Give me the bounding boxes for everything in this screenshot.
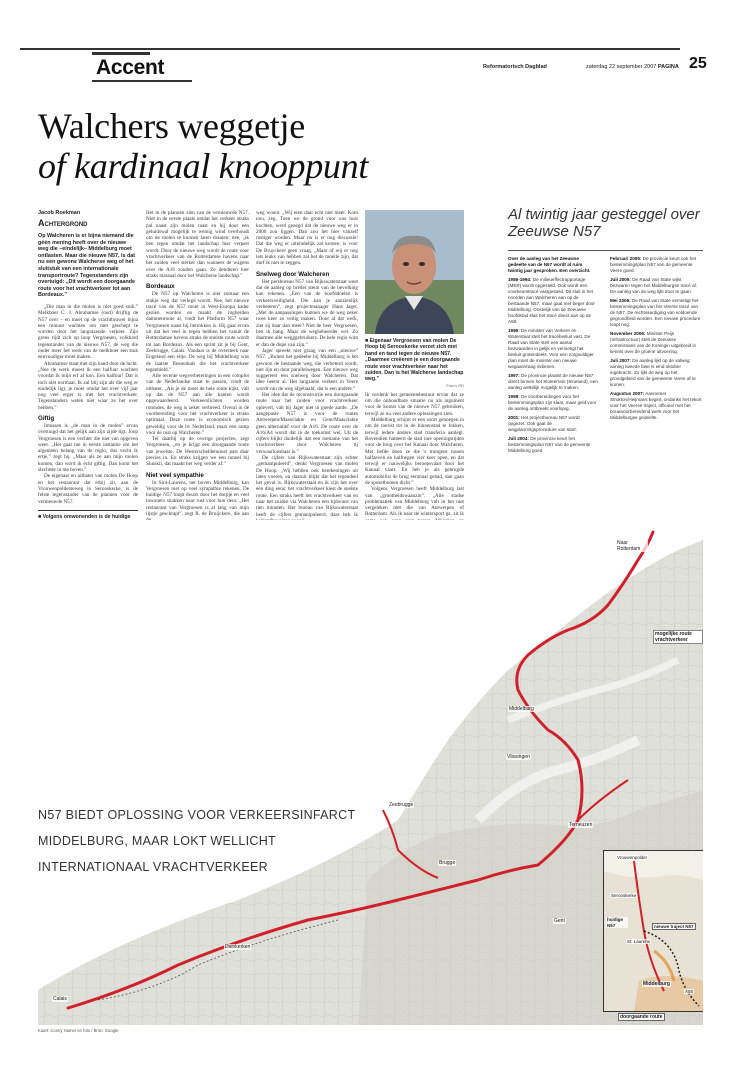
label-middelburg: Middelburg	[509, 706, 534, 712]
paragraph: Middelburg schijnt er een soort genoegen in om de toerist tot in de binnenstad te lokken, terwijl iedere andere stad transferia aanlegt. Bovendien hanteert de stad rare openingstijden voor de brug over het Kanaal door Walcheren. Met liefde doen ze die 's morgens tussen halfzeven en halfnegen vier keer open, en dat terwijl er nauwelijks beroepsvaart door het Kanaal vaart. En heb je als gebrugde automobilist de brug eenmaal gehad, dan gaan de sposetbomen dicht.”	[365, 417, 464, 486]
article-col4	[365, 392, 464, 531]
timeline-item: Augustus 2007: Aannemer Strukton/Heijmans begint, ondanks het tekort voor het Veerse traject, officieel met het bouwvoorbereidend werk voor het Middelburgse gedeelte.	[610, 391, 702, 420]
quote-box: ■ Volgens omwonenden is de huidige	[38, 510, 138, 559]
timeline-item: Juli 2004: De provincie keurt het bestemmingsplan N57 van de gemeente Middelburg goed.	[508, 436, 591, 453]
label-brugge: Brugge	[439, 860, 456, 866]
subhead-snelweg: Snelweg door Walcheren	[256, 270, 330, 278]
inset-map	[603, 850, 703, 1012]
timeline-item: Mei 2006: De Raad van State vernietigt het bestemmingsplan van het Veerse tracé van de N57. De rechtvaardiging van voldoende gegrondheid worden. Een nieuwe procedure loopt nog.	[610, 298, 701, 327]
timeline-item: Juli 2005: De Raad van State wijst bezwaren tegen het Middelburgse tracé af. De aanleg van de weg lijkt door te gaan.	[610, 277, 698, 294]
article-col1	[38, 304, 138, 411]
timeline-left-col	[508, 256, 598, 457]
article-col2b	[146, 291, 249, 467]
paragraph: De cijfers van Rijkswaterstaat zijn echter „gemanipuleerd”, denkt Vergroesen van molen De Hoop. „Wij hebben ook berekeningen uit laten voeren, en daaruit blijkt dat het tegendeel het geval is. Rijkswaterstaat en ik zijn het over één ding eens: het vrachtverkeer kiest de snelste route. Een straks heeft het vrachtverkeer van en naar het zuiden via Walcheren een tijdwinst van tien minuten. Het bureau van Rijkswaterstaat heeft de cijfers gemanipuleerd, daar heb ik	[256, 454, 358, 518]
issue-date	[586, 64, 679, 70]
timeline-intro: Over de aanleg van het Zeeuwse gedeelte van de N57 wordt al ruim twintig jaar gesproken. Een overzicht.	[508, 256, 591, 273]
label-vlissingen: Vlissingen	[507, 754, 530, 760]
page-number: 25	[689, 55, 707, 72]
paragraph: Het in de plannen zien van de vernieuwde N57. Niet in de eerste plaats omdat het verkeer straks pal naast zijn molen raast en hij door een geluidswal mogelijk te weinig wind overhoudt om de molen te kunnen laten draaien; nee, „ik ben tegen omdat het landschap hier verpest wordt. Door de nieuwe weg wordt de route voor vrachtverkeer van de Rotterdamse havens naar het zuiden veel sterker dan wanneer de wagens over de A16 zouden gaan. Ze denderen hier straks massaal door het Walcherse landschap.”	[146, 210, 249, 279]
article-col2c	[146, 480, 249, 524]
map-title-line1: N57 BIEDT OPLOSSING VOOR VERKEERSINFARCT	[38, 808, 356, 822]
paragraph: De N57 op Walcheren is niet zomaar een stukje weg dat verlegd wordt. Nee, het nieuwe tracé van de N57 moet in West-Europa kader gezien worden en maakt de rogherden dammenroute al, vindt het Platform N57 waar Vergroesen naast hij betrokken is. Hij gaat ervan uit dat het veel in tegen hebben het vanuit de Rotterdamse havens straks de snelste route wordt tot aan Bordeaux. Als een sprint zit je bij Gent, Zeebrugge, Calais. Vandaar is de oversteek naar Engeland een eitje. De weg bij Middelburg was de laatste flessenhals die het vrachtverkeer tegenhield.”	[146, 291, 249, 373]
map-title-line3: INTERNATIONAAL VRACHTVERKEER	[38, 860, 268, 874]
route-map	[38, 520, 703, 1025]
timeline-item: November 2006: Minister Peijs (Infrastructuur) stelt de Zeeuwse commissaris van de Koningin uitgebreid in kennis over de groene uitvoering.	[610, 331, 697, 354]
column-2	[146, 210, 249, 532]
paragraph: In Sint-Laurens, net boven Middelburg, kan Vergroesen niet op veel sympathie rekenen. De huidige N57 loopt dwars door het dorpje en veel inwoners snakken naar rust voor hun deur. „Het restaurant van Vergroesen is al lang van mijn lijstje geschrapt”, zegt R. de Bruijckere, die aan	[146, 479, 249, 518]
paragraph: Tel daarbij op de overige projecten, zegt Vergroesen, „en je krijgt een doorgaande route van jewelste. De Westerscheldetunnel past daar precies in. En straks krijgen we een tunnel bij Sluiskil, dat maakt het weg verder af.”	[146, 436, 249, 468]
timeline-box	[508, 206, 703, 453]
headline-line2: of kardinaal knooppunt	[38, 146, 369, 186]
subhead-bordeaux: Bordeaux	[146, 283, 175, 291]
label-duinkerken: Duinkerken	[225, 944, 251, 950]
inset-label-middelburg: Middelburg	[643, 981, 670, 987]
photo-credit: Foto's RD	[446, 382, 464, 388]
inset-map-image	[604, 851, 703, 1011]
inset-label-st-laurens: St. Laurens	[627, 939, 651, 944]
paragraph: Abrahamse staat met zijn hand door de lucht. „Nee de werk moest ik een halfuur wachten voordat ik mijn erf af kon. Een halfuur! Dat is toch niet normaal. Ik zal blij zijn als die weg er eindelijk ligt, je moet omdat het over vijf jaar nog veel erger is met het vrachtverkeer. Tegenstanders weten niet waar ze het over hebben.”	[38, 360, 138, 411]
paragraph: Volgens Vergroesen heeft Middelburg last van „grootheidswaanzin”. „Alle stadse problematiek van Middelburg valt in het niet vergeleken met die van Antwerpen of Rotterdam. Als ik naar de wintersport ga, zit ik	[365, 486, 464, 518]
label-rotterdam: Naar Rotterdam	[616, 540, 648, 552]
subhead-giftig: Giftig	[38, 414, 55, 422]
label-zeebrugge: Zeebrugge	[389, 802, 414, 808]
timeline-item: 1998: De voorbereidingen voor het bestemmingsplan zijn klaar, maar geld voor de aanleg ontbreekt voorlopig.	[508, 394, 597, 411]
inset-label-nieuwe: nieuwe traject N57	[654, 924, 694, 929]
paragraph: weg woont. „Wij eten daar echt niet meer. Kom nou, zeg. Toen we de grond voor ons huis kochten, werd gezegd dat de nieuwe weg er in 2000 zou liggen. Dan zou het hier vanzelf rustiger worden. Maar nu is er nog discussie! Dat die weg er uiteindelijk zal komen, is voor De Bruyckere geen vraag. „Maar of wij er nog iets leuks van hebben zal het de moeite zijn, dat durf ik niet te zeggen.	[256, 210, 358, 267]
label-terneuzen: Terneuzen	[569, 822, 593, 828]
article-col3	[256, 210, 358, 267]
paper-name: Reformatorisch Dagblad	[483, 64, 547, 70]
photo-portrait-image	[365, 210, 464, 334]
paragraph: „Die man in die molen is niet goed snik.” Melkboer C. J. Abrahamse (oud) drijftig de N57 over – en moet op de vrachtbruwel bijna een minuut wachten om met geschept te worden door het langrazende verkeer. Zijn grens rijdt zich op loop Vergroesen, volkhard tegenstander van de nieuwe N57, de weg die onder meer het werk van de melkboer een stuk eenvoudiger moet maken.	[38, 303, 138, 361]
article-col1b	[38, 423, 138, 505]
timeline-item: 2001: Het projectbureau N57 wordt opgezet. Ook gaat de wegplanningsprocedure van start.	[508, 415, 580, 432]
subhead-sympathie: Niet veel sympathie	[146, 471, 204, 479]
paragraph: Jager spreekt niet graag van een „nieuwe” N57. „Buiten het gedeelte bij Middelburg is het gewoon de bestaande weg, die verbeterd wordt, niet lijn en duur parallelwegen. Een nieuwe weg suggereert een snelweg door Walcheren. Dat idee heerst al. Het langzame verkeer in Veere wordt van de weg afgehaald, dat is een andere.”	[256, 347, 358, 392]
label-calais: Calais	[53, 996, 67, 1002]
photo-caption: ■ Eigenaar Vergroesen van molen De Hoop bij Serooskerke verzet zich met hand en tand tegen de nieuwe N57. „Daarmee creëeren je een doorgaande route voor vrachtverkeer naar het zuiden. Dan is het Walcherse landschap weg.”	[365, 338, 464, 383]
timeline-title: Al twintig jaar gesteggel over Zeeuwse N57	[508, 206, 700, 240]
label-gent: Gent	[554, 918, 565, 924]
timeline-item: Juli 2007: De aanleg lijkt op de valweg: aanleg tweede fase is eind oktober ingebracht. Zo lijkt de weg op het grondgebied van de gemeente Veere af te komen.	[610, 358, 696, 387]
inset-label-huidige: huidige N57	[606, 917, 628, 928]
byline: Jacob Roekman	[38, 210, 81, 216]
label-mogelijke-route: mogelijke route vrachtverkeer	[653, 630, 703, 644]
timeline-item: 1996: De minister van Verkeer en Waterstaat stelt het tracébesluit vast. De Raad van State stelt een aantal bezwaarden in gelijk en vernietigt het besluit grotendeels. Voor een zorgvuldiger plan moet de minister een nieuwe wegaanvraag indienen.	[508, 328, 594, 369]
pagina-label: PAGINA	[657, 64, 679, 70]
accent-underline	[92, 80, 192, 82]
timeline-item: 1997: De provincie plaatst de nieuwe N57 direct binnen het Sloeterrein (Sloeland), een aanleg wettelijk mogelijk te maken.	[508, 373, 598, 390]
column-1	[38, 210, 138, 559]
timeline-right-col	[610, 256, 702, 424]
timeline-item: Februari 2005: De provincie keurt ook het bestemmingsplan N57 van de gemeente Veere goed.	[610, 256, 697, 273]
top-rule	[20, 48, 680, 50]
paragraph: De eigenaar en uitbater van molen De Hoop en het restaurant dat erbij zit, aan de Vrouwenpolderseweg in Serooskerke, is de felste tegenstander van de plannen voor de vernieuwde N57.	[38, 473, 138, 505]
paragraph: Het persbureau N57 van Rijkswaterstaat weet dat de aanleg op breder steun van de bevolking kan rekenen. „Een van de hoofddoelen is verkeersveiligheid. Die kan je aanzienlijk verbeteren”, zegt projectmanager Hans Jager. „Met de aanpassingen kunnen we de weg zeker twee keer zo veilig maken. Door al dat werk, ziet zij daar dan meer? Niet de heer Vergroesen, ben ik bang. Maar de wegbeheerder wel. Zo daarmee alle wegggebruikers. De hele regio wint er dan de dupe van zijn.”	[256, 278, 358, 348]
timeline-rule	[508, 250, 703, 251]
article-col2	[146, 210, 249, 279]
label-doorgaande-route: doorgaande route	[620, 1014, 663, 1020]
inset-label-serooskerke: Serooskerke	[611, 893, 637, 898]
section-label: Accent	[96, 56, 165, 79]
accent-tab-bar	[92, 52, 150, 55]
inset-label-a58: A58	[685, 989, 694, 994]
headline-line1: Walchers weggetje	[38, 106, 305, 146]
date-text: zaterdag 22 september 2007	[586, 64, 657, 70]
kicker: Achtergrond	[38, 218, 88, 228]
map-title-line2: MIDDELBURG, MAAR LOKT WELLICHT	[38, 834, 276, 848]
photo-portrait	[365, 210, 464, 334]
map-credit: Kaart: Conny Hamer en foto / Bron: Google	[38, 1028, 119, 1033]
intro-text: Op Walcheren is er bijna niemand die géén mening heeft over de nieuwe weg die –eindelijk– Middelburg moet ontlasten. Maar die nieuwe N57, is dat nu een gewone Walcherse weg of het sluitstuk van een internationale transportroute? Tegenstanders zijn overtuigd: „Dit wordt een doorgaande route voor het vrachtverkeer tot aan Bordeaux.”	[38, 233, 136, 299]
paragraph: Alle recente wegverbeteringen in een complot van de Nederlandse staat te passen, vindt de uitbater. „Als je de moet de hele route kijkt, valt op dat de N57 aan alle kanten wordt opgewaardeerd. Verkeerslichten worden rotondes, de weg is zeker verbreed. Overal in de voorbereiding voor het vrachtverkeer is straks optimaal. Deze route is economisch gezien geweldig voor de bv Nederland, maar een ramp voor de rust op Walcheren.”	[146, 373, 249, 436]
paragraph: Intussen is „de man in de molen” ervan overtuigd dat het gelijk aan zijn zijde ligt. Joop Vergroesen is een vechter die niet van opgeven weet. „Het gaat me in eerste instantie om het algemeen belang van de regio, dus vecht ik ertje,” zegt hij. „Maar als ze aan mijn molen komen, dan word ik écht giftig. Dan komt het slechtste in me boven.”	[38, 422, 138, 474]
timeline-item: 1986-1994: De milieueffectrapportage (MER) wordt opgesteld. Ook wordt een voorkeurstracé vastgesteld. Dit sluit in het noorden aan Walcheren aan op de bestaande N57, maar gaat met beger door Middelburg. Oostelijk van de Zeeuwse hoofdstad sluit het tracé direct aan op de A58.	[508, 277, 595, 324]
paragraph: Het idee dat de reconstructie een doorgaande route naar het zuiden voor vrachtverkeer oplevert, valt bij Jager niet in goede aarde. „De aangepaste N57 is voor de routes Antwerpen/Maasvlakte en Gent/Maasvlakte geen alternatief voor de A16. De route over de A16/A4 wordt dat in de toekomst wel. Uit de cijfers blijkt duidelijk dat een toename van het vrachtverkeer door Walcheren tij verwaarloosbaar is.”	[256, 392, 358, 455]
inset-label-vrouwenpolder: Vrouwenpolder	[617, 855, 648, 860]
paragraph: Ik verdenk het gemeentebestuur ervan dat ze om die onhoudbare situatie nu als argument voor de komst van de nieuwe N57 gebruiken, terwijl ze nu veel andere oplossingen zien.	[365, 391, 464, 417]
